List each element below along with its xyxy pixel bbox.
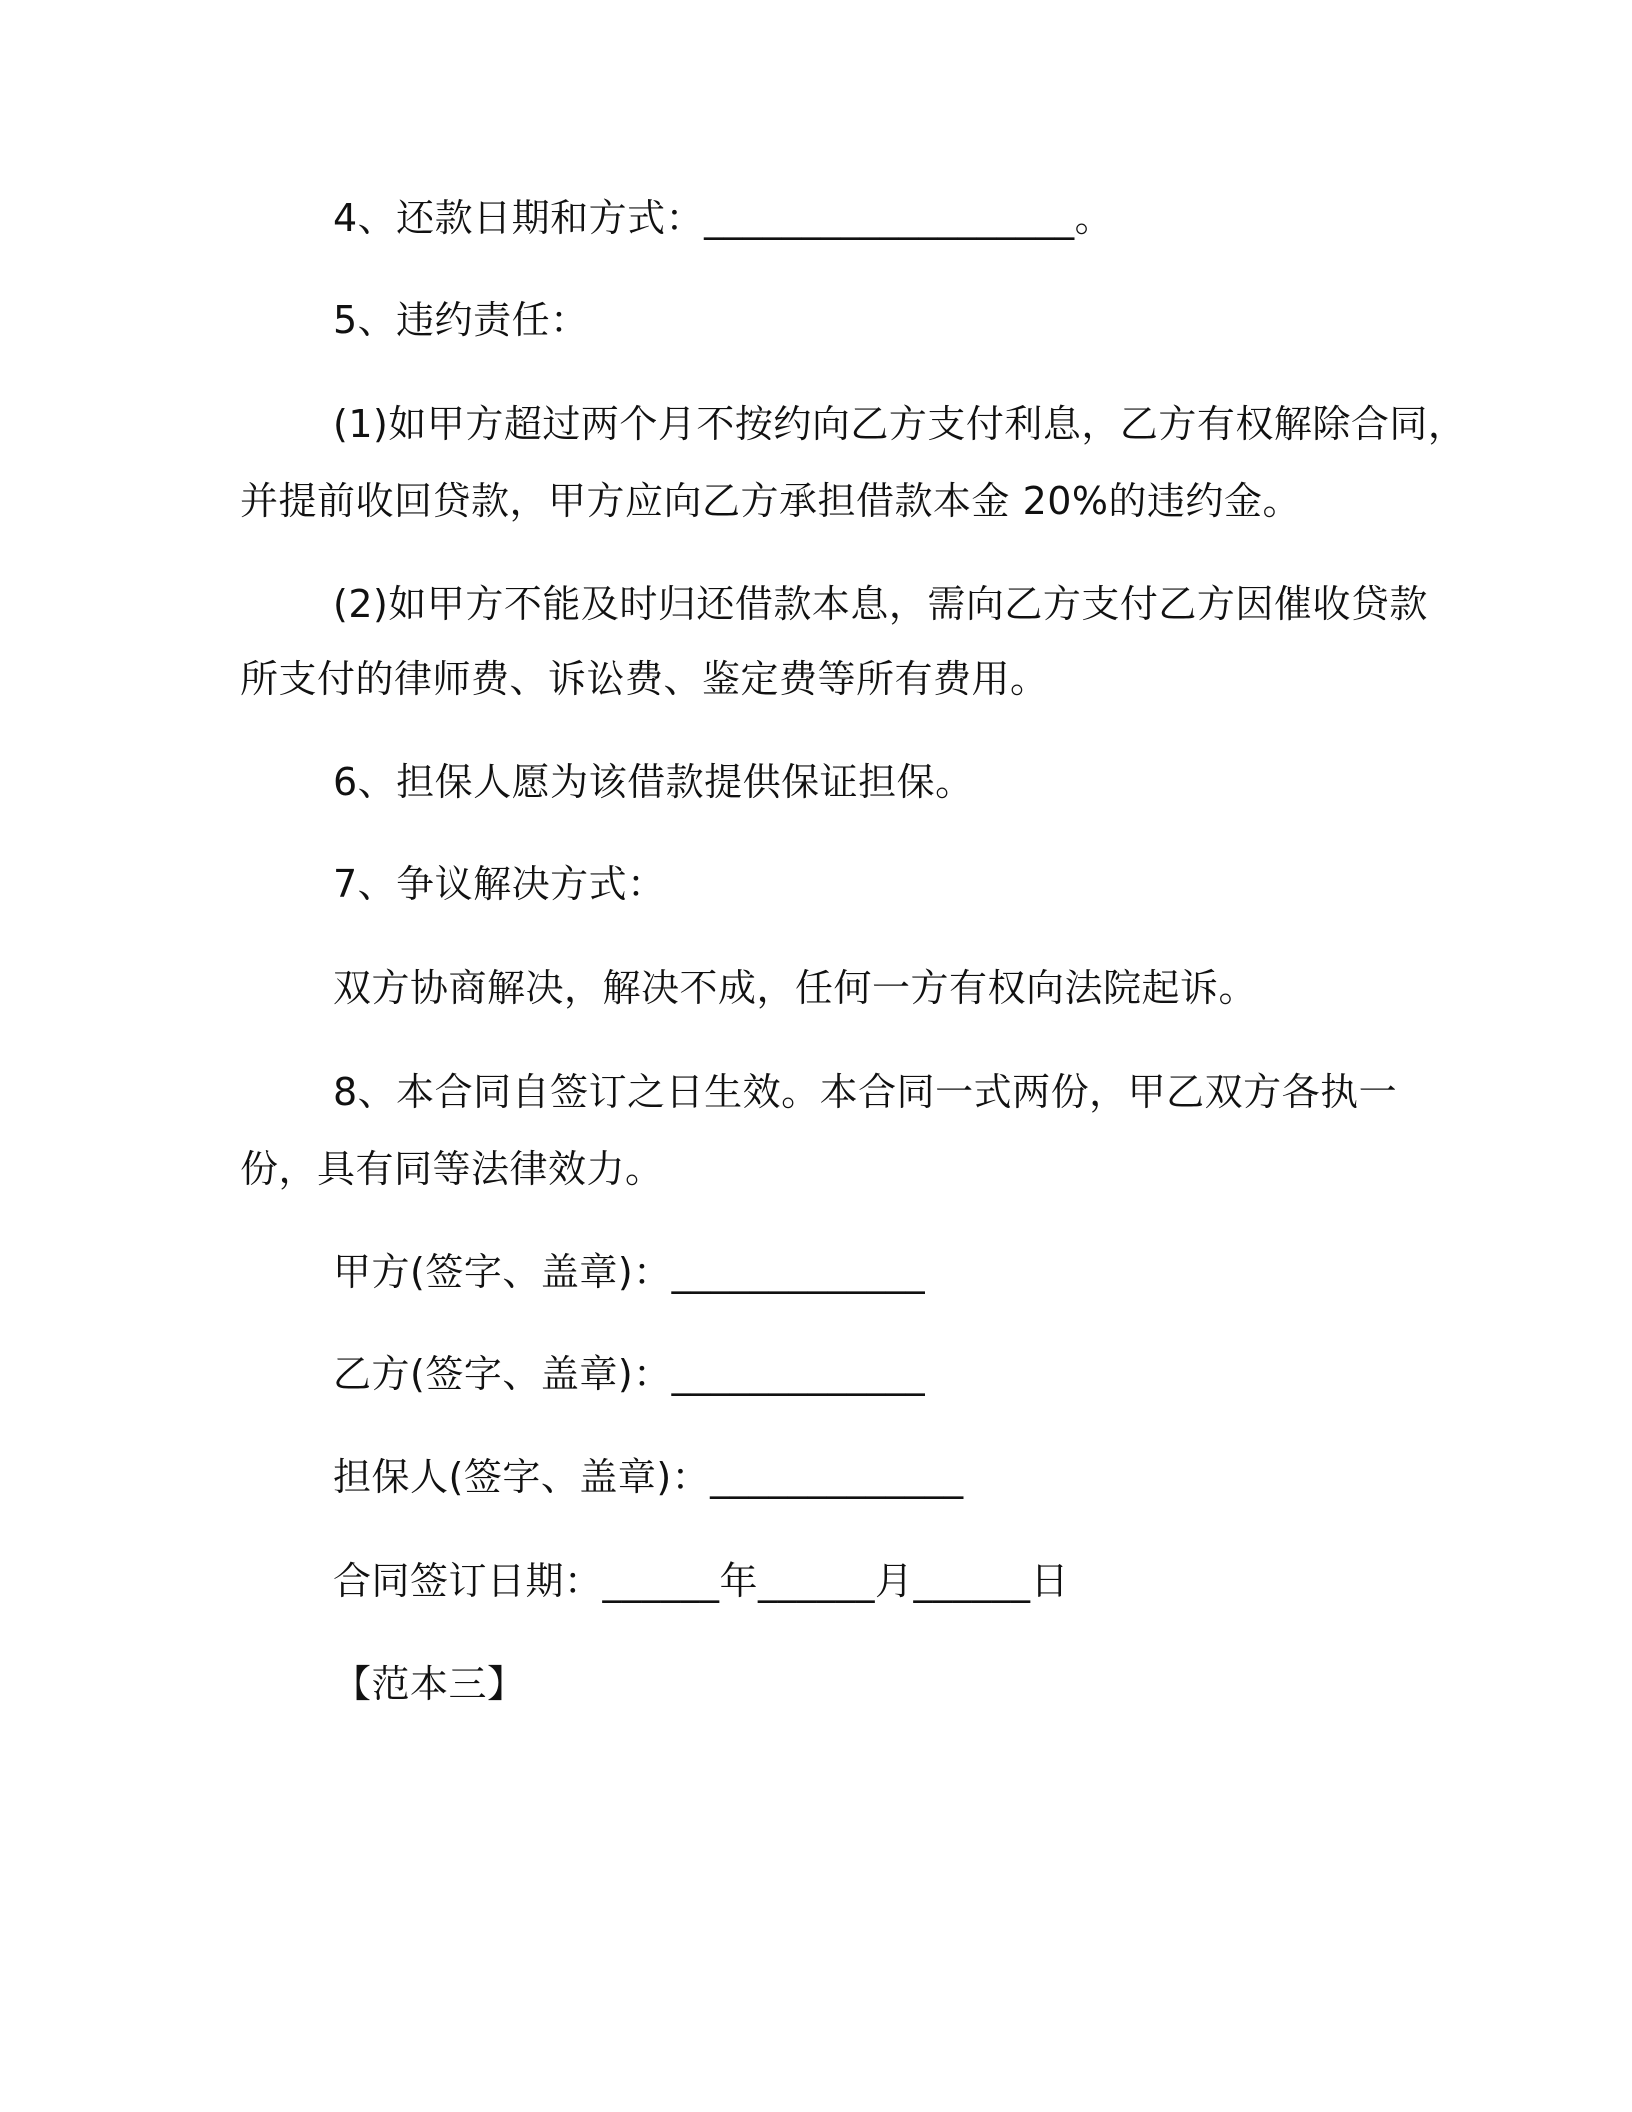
guarantor-signature: 担保人(签字、盖章)：_____________ [333,1455,964,1499]
clause-5-heading: 5、违约责任： [333,298,589,342]
template-three-heading: 【范本三】 [333,1662,526,1706]
clause-5-2-line-2: 所支付的律师费、诉讼费、鉴定费等所有费用。 [240,657,1049,701]
clause-8-line-2: 份，具有同等法律效力。 [240,1147,664,1191]
party-a-signature: 甲方(签字、盖章)：_____________ [333,1250,926,1294]
clause-7-text: 双方协商解决，解决不成，任何一方有权向法院起诉。 [333,966,1258,1010]
party-b-signature: 乙方(签字、盖章)：_____________ [333,1352,926,1396]
clause-5-1-line-1: (1)如甲方超过两个月不按约向乙方支付利息，乙方有权解除合同， [333,402,1467,446]
clause-5-2-line-1: (2)如甲方不能及时归还借款本息，需向乙方支付乙方因催收贷款 [333,582,1428,626]
signing-date: 合同签订日期：______年______月______日 [333,1559,1070,1603]
clause-8-line-1: 8、本合同自签订之日生效。本合同一式两份，甲乙双方各执一 [333,1070,1398,1114]
clause-6: 6、担保人愿为该借款提供保证担保。 [333,760,974,804]
clause-4-repayment: 4、还款日期和方式：___________________。 [333,196,1114,240]
clause-7-heading: 7、争议解决方式： [333,862,666,906]
clause-5-1-line-2: 并提前收回贷款，甲方应向乙方承担借款本金 20%的违约金。 [240,479,1302,523]
